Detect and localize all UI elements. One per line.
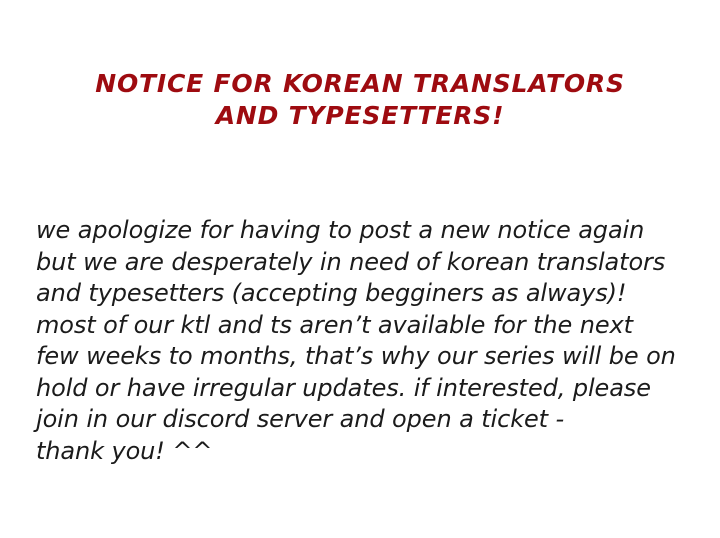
notice-body-text bbox=[36, 215, 708, 467]
page-title bbox=[0, 68, 720, 132]
notice-body-line-1: we apologize for having to post a new notice again bbox=[36, 216, 645, 244]
notice-body-line-5: few weeks to months, that’s why our series will be on bbox=[36, 342, 676, 370]
page-title-line-1: NOTICE FOR KOREAN TRANSLATORS bbox=[95, 69, 625, 98]
notice-body-line-8: thank you! ^^ bbox=[36, 436, 213, 465]
notice-body-line-4: most of our ktl and ts aren’t available for the next bbox=[36, 310, 633, 339]
page-title-line-2: AND TYPESETTERS! bbox=[215, 101, 505, 130]
notice-body-line-6: hold or have irregular updates. if interested, please bbox=[36, 373, 651, 402]
notice-body-line-3: and typesetters (accepting begginers as always)! bbox=[36, 279, 627, 307]
notice-body-line-7: join in our discord server and open a ticket - bbox=[36, 405, 565, 433]
notice-body-line-2: but we are desperately in need of korean translators bbox=[36, 247, 666, 276]
